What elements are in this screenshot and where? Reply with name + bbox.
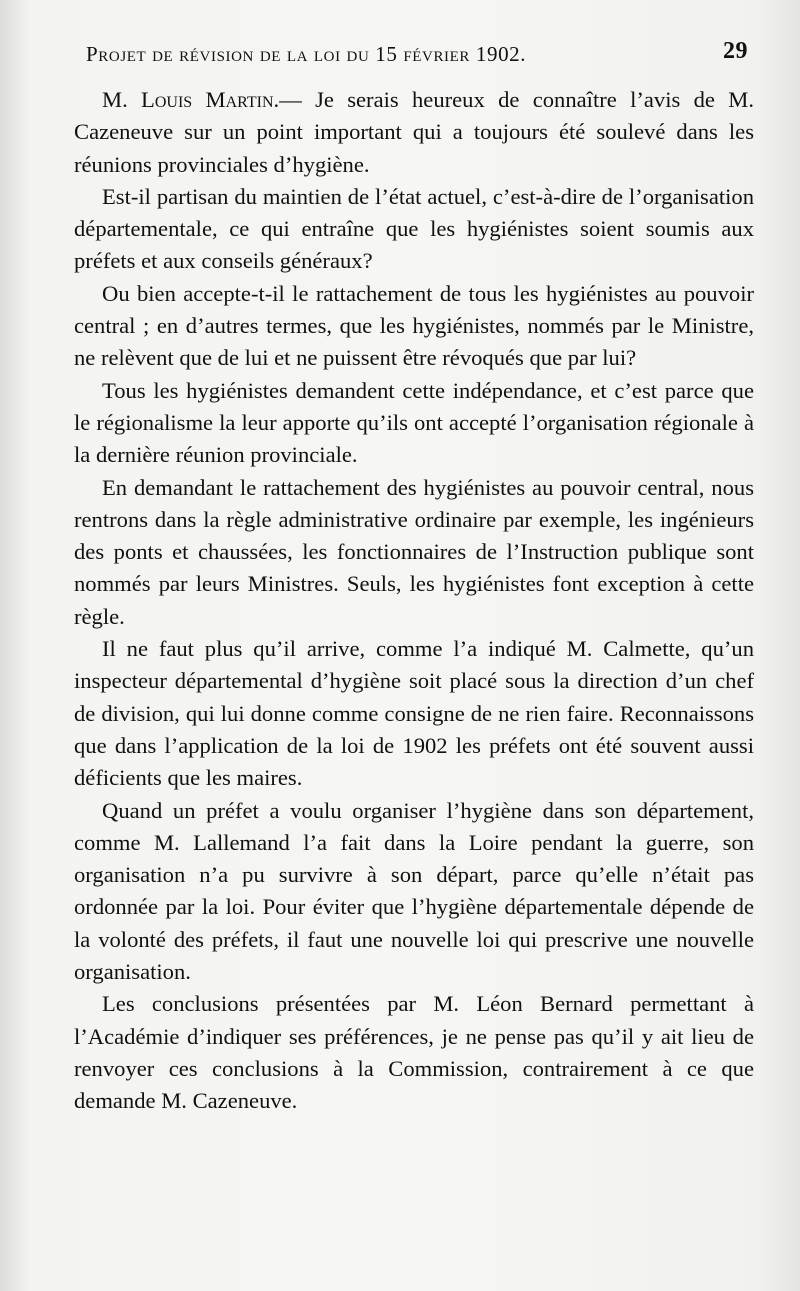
body-text bbox=[74, 84, 754, 1118]
page-header bbox=[86, 38, 748, 72]
speaker-name: M. Louis Martin. bbox=[102, 87, 280, 112]
paragraph-1 bbox=[74, 84, 754, 181]
paragraph-1-text: — Je serais heureux de connaître l’avis de M. Cazeneuve sur un point important qui a toujours été soulevé dans les réunions provinciales d’hygiène. bbox=[74, 87, 755, 177]
paragraph-2: Est-il partisan du maintien de l’état actuel, c’est-à-dire de l’organisation départementale, ce qui entraîne que les hygiénistes soient soumis aux préfets et aux conseils généraux? bbox=[74, 183, 754, 274]
paragraph-6: Il ne faut plus qu’il arrive, comme l’a indiqué M. Calmette, qu’un inspecteur départemental d’hygiène soit placé sous la direction d’un chef de division, qui lui donne comme consigne de ne rien faire. Reconnaissons que dans l’application de la loi de 1902 les préfets ont été souvent aussi déficients que les maires. bbox=[74, 636, 754, 791]
running-head: Projet de révision de la loi du 15 février 1902. bbox=[86, 42, 527, 66]
paragraph-4: Tous les hygiénistes demandent cette indépendance, et c’est parce que le régionalisme la leur apporte qu’ils ont accepté l’organisation régionale à la dernière réunion provinciale. bbox=[74, 377, 754, 468]
paragraph-8: Les conclusions présentées par M. Léon Bernard permettant à l’Académie d’indiquer ses préférences, je ne pense pas qu’il y ait lieu de renvoyer ces conclusions à la Commission, contrairement à ce que demande M. Cazeneuve. bbox=[74, 991, 754, 1114]
paragraph-3: Ou bien accepte-t-il le rattachement de tous les hygiénistes au pouvoir central ; en d’autres termes, que les hygiénistes, nommés par le Ministre, ne relèvent que de lui et ne puissent être révoqués que par lui? bbox=[74, 280, 754, 371]
page-number: 29 bbox=[723, 38, 748, 64]
paragraph-5: En demandant le rattachement des hygiénistes au pouvoir central, nous rentrons dans la règle administrative ordinaire par exemple, les ingénieurs des ponts et chaussées, les fonctionnaires de l’Instruction publique sont nommés par leurs Ministres. Seuls, les hygiénistes font exception à cette règle. bbox=[74, 474, 754, 629]
paragraph-7: Quand un préfet a voulu organiser l’hygiène dans son département, comme M. Lallemand l’a fait dans la Loire pendant la guerre, son organisation n’a pu survivre à son départ, parce qu’elle n’était pas ordonnée par la loi. Pour éviter que l’hygiène départementale dépende de la volonté des préfets, il faut une nouvelle loi qui prescrive une nouvelle organisation. bbox=[74, 797, 754, 985]
